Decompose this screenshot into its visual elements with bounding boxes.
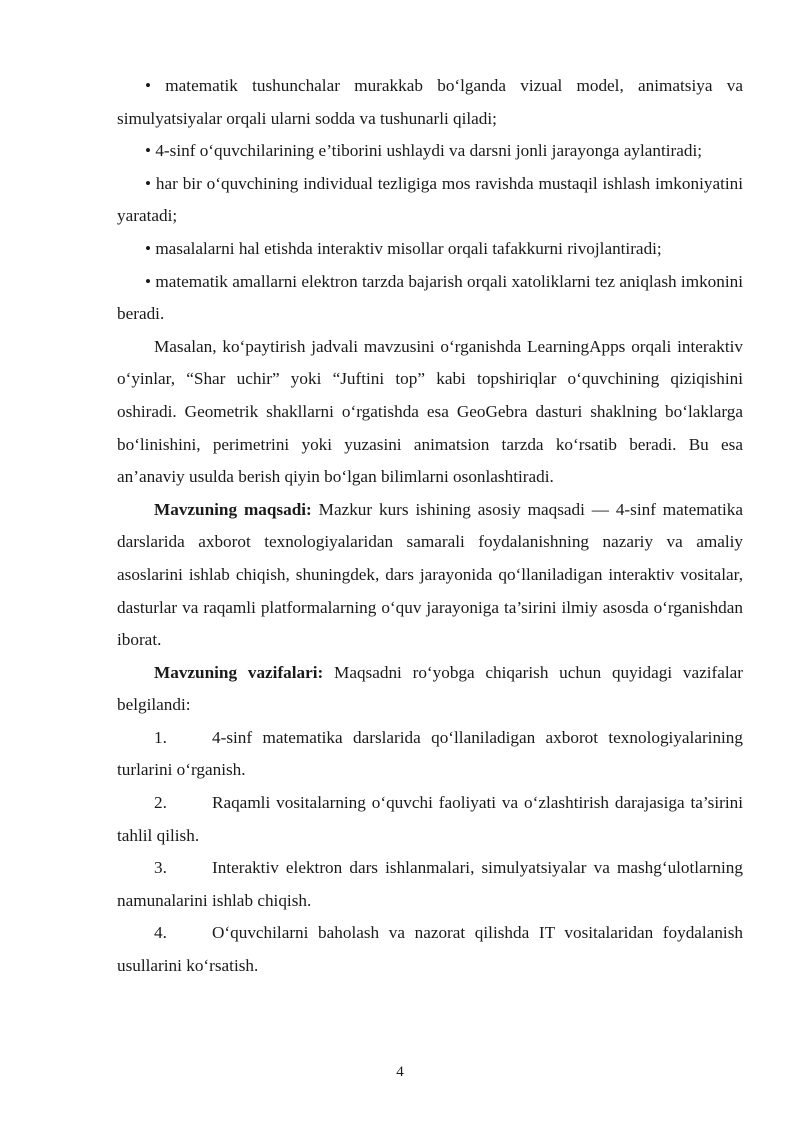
goal-text: Mazkur kurs ishining asosiy maqsadi — 4-sinf matematika darslarida axborot texnologiyalaridan samarali foydalanishning nazariy va amaliy asoslarini ishlab chiqish, shuningdek, dars jarayonida qo‘llaniladigan interaktiv vositalar, dasturlar va raqamli platformalarning o‘quv jarayoniga ta’sirini ilmiy asosda o‘rganishdan iborat.: [117, 499, 743, 650]
tasks-paragraph: [117, 657, 743, 722]
bullet-item-4: • masalalarni hal etishda interaktiv misollar orqali tafakkurni rivojlantiradi;: [145, 238, 662, 258]
task-item-1: [117, 722, 743, 787]
task-number: 4.: [154, 923, 167, 943]
task-text: 4-sinf matematika darslarida qo‘llaniladigan axborot texnologiyalarining turlarini o‘rganish.: [117, 727, 743, 780]
page-number: 4: [396, 1064, 404, 1080]
task-item-4: [117, 917, 743, 982]
example-paragraph: Masalan, ko‘paytirish jadvali mavzusini o‘rganishda LearningApps orqali interaktiv o‘yinlar, “Shar uchir” yoki “Juftini top” kabi topshiriqlar o‘quvchining qiziqishini oshiradi. Geometrik shakllarni o‘rgatishda esa GeoGebra dasturi shaklning bo‘laklarga bo‘linishini, perimetrini yoki yuzasini animatsion tarzda ko‘rsatib beradi. Bu esa an’anaviy usulda berish qiyin bo‘lgan bilimlarni osonlashtiradi.: [117, 336, 743, 487]
page-body: [117, 70, 743, 983]
bullet-item-2: • 4-sinf o‘quvchilarining e’tiborini ushlaydi va darsni jonli jarayonga aylantiradi;: [145, 141, 702, 161]
task-text: Raqamli vositalarning o‘quvchi faoliyati va o‘zlashtirish darajasiga ta’sirini tahlil qilish.: [117, 793, 743, 845]
task-text: O‘quvchilarni baholash va nazorat qilishda IT vositalaridan foydalanish usullarini ko‘rsatish.: [117, 923, 743, 976]
task-text: Interaktiv elektron dars ishlanmalari, simulyatsiyalar va mashg‘ulotlarning namunalarini ishlab chiqish.: [117, 858, 743, 910]
bullet-item-1: • matematik tushunchalar murakkab bo‘lganda vizual model, animatsiya va simulyatsiyalar orqali ularni sodda va tushunarli qiladi;: [117, 76, 743, 128]
goal-paragraph: [117, 494, 743, 657]
tasks-text: Maqsadni ro‘yobga chiqarish uchun quyidagi vazifalar belgilandi:: [117, 662, 743, 715]
goal-label: Mavzuning maqsadi:: [154, 499, 312, 519]
task-number: 1.: [154, 727, 167, 747]
task-item-2: [117, 787, 743, 852]
tasks-label: Mavzuning vazifalari:: [154, 662, 324, 682]
task-item-3: [117, 852, 743, 917]
task-number: 3.: [154, 858, 167, 878]
task-number: 2.: [154, 793, 167, 813]
bullet-item-3: • har bir o‘quvchining individual tezligiga mos ravishda mustaqil ishlash imkoniyatini yaratadi;: [117, 173, 743, 226]
bullet-item-5: • matematik amallarni elektron tarzda bajarish orqali xatoliklarni tez aniqlash imkonini beradi.: [117, 271, 743, 324]
